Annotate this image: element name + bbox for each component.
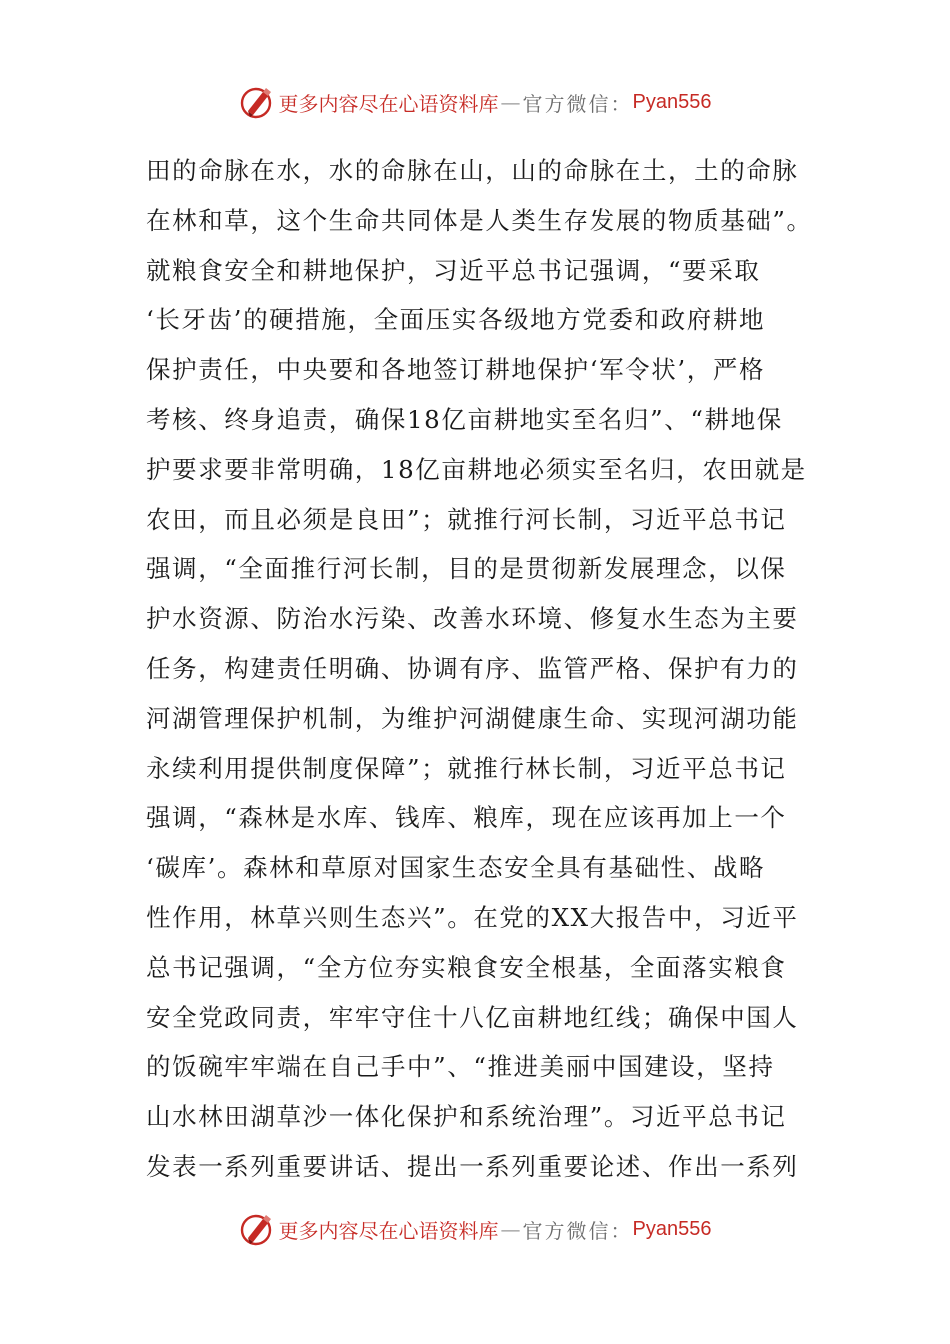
text-line: 河湖管理保护机制，为维护河湖健康生命、实现河湖功能 <box>146 703 799 733</box>
footer-contact-label: 官方微信： <box>522 1218 633 1243</box>
text-line: 任务，构建责任明确、协调有序、监管严格、保护有力的 <box>146 653 799 683</box>
text-line: 田的命脉在水，水的命脉在山，山的命脉在土，土的命脉 <box>146 156 799 185</box>
text-line: 保护责任，中央要和各地签订耕地保护‘军令状’，严格 <box>146 355 766 385</box>
text-line: ‘长牙齿’的硬措施，全面压实各级地方党委和政府耕地 <box>146 305 766 335</box>
text-line: 安全党政同责，牢牢守住十八亿亩耕地红线；确保中国人 <box>146 1002 799 1032</box>
text-line: 的饭碗牢牢端在自己手中”、“推进美丽中国建设，坚持 <box>146 1052 775 1082</box>
text-line: 强调，“森林是水库、钱库、粮库，现在应该再加上一个 <box>146 803 787 833</box>
text-line: 考核、终身追责，确保18亿亩耕地实至名归”、“耕地保 <box>146 404 783 434</box>
text-line: 强调，“全面推行河长制，目的是贯彻新发展理念，以保 <box>146 554 787 584</box>
text-line: 在林和草，这个生命共同体是人类生存发展的物质基础”。 <box>146 205 813 235</box>
text-line: 农田，而且必须是良田”；就推行河长制，习近平总书记 <box>146 504 787 534</box>
header-contact-id: Pyan556 <box>632 90 712 113</box>
header-separator: — <box>500 90 521 114</box>
text-line: 性作用，林草兴则生态兴”。在党的XX大报告中，习近平 <box>146 902 799 932</box>
footer-separator: — <box>500 1217 521 1241</box>
header-contact-label: 官方微信： <box>522 91 633 116</box>
header-watermark <box>0 82 950 122</box>
text-line: 山水林田湖草沙一体化保护和系统治理”。习近平总书记 <box>146 1102 787 1132</box>
pen-logo-icon <box>239 84 275 120</box>
body-paragraph <box>146 146 813 1192</box>
text-line: 永续利用提供制度保障”；就推行林长制，习近平总书记 <box>146 753 787 783</box>
text-line: 护水资源、防治水污染、改善水环境、修复水生态为主要 <box>146 604 799 634</box>
header-brand-text: 更多内容尽在心语资料库 <box>278 91 499 116</box>
pen-logo-icon <box>239 1211 275 1247</box>
footer-contact-id: Pyan556 <box>632 1217 712 1240</box>
text-line: 总书记强调，“全方位夯实粮食安全根基，全面落实粮食 <box>146 952 787 982</box>
text-line: 发表一系列重要讲话、提出一系列重要论述、作出一系列 <box>146 1151 799 1181</box>
footer-watermark <box>0 1209 950 1249</box>
text-line: 就粮食安全和耕地保护，习近平总书记强调，“要采取 <box>146 255 761 285</box>
footer-brand-text: 更多内容尽在心语资料库 <box>278 1218 499 1243</box>
text-line: ‘碳库’。森林和草原对国家生态安全具有基础性、战略 <box>146 853 766 883</box>
text-line: 护要求要非常明确，18亿亩耕地必须实至名归，农田就是 <box>146 454 807 484</box>
